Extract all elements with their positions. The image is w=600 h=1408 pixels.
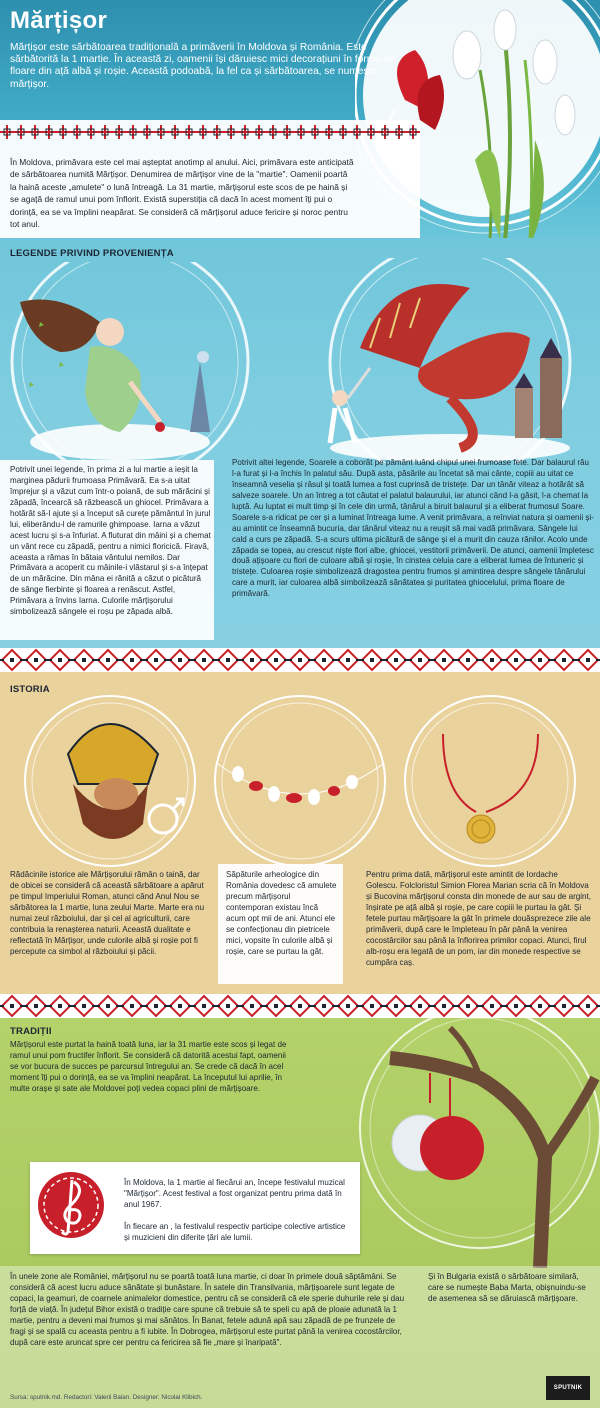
legend-right-text: Potrivit altei legende, Soarele a coborât pe pământ luând chipul unei frumoase fete. Dar balaurul rău l-a furat și l-a închis în palatul său. După asta, păsările au încetat să mai cânte, copiii au uitat ce înseamnă veselia și râsul și toată lumea a fost cuprinsă de tristețe. Dar un tânăr viteaz a hotărât să salveze soarele. Un an întreg a tot căutat el palatul balaurului, iar atunci când l-a găsit, l-a chemat la luptă. Au luptat ei mult timp și în cele din urmă, tânărul a biruit balaurul și a eliberat frumosul Soare. Soarele s-a ridicat pe cer și a luminat întreaga lume. A venit primăvara, a reînviat natura și oamenii și-au amintit ce înseamnă bucuria, dar tânărul viteaz nu a reușit să mai vadă primăvara. Sângele lui cald a curs pe zăpadă. S-a scurs ultima picătură de sânge și el a murit din cauza rănilor. Acolo unde zăpada se topea, au crescut niște flori albe, ghiocei, vestitorii primăverii. De atunci, oamenii împletesc două ațișoare cu flori de culoare albă și roșie, în cinstea celuia care a eliberat lumea de întuneric și tristețe. Culoarea roșie simbolizează dragostea pentru frumos și amintirea despre sângele tânărului care a murit, iar culoarea albă simbolizează sănătatea și puritatea ghiocelului, prima floare de primăvară.: [232, 458, 594, 599]
credits: Sursa: sputnik.md. Redactori: Valerii Balan. Designer: Nicolai Klibich.: [10, 1394, 203, 1401]
treble-clef-icon: [36, 1170, 106, 1240]
traditions-p1: Mărțișorul este purtat la haină toată luna, iar la 31 martie este scos și legat de ramul unui pom fructifer înflorit. Se consideră că datorită acestui fapt, oamenii se vor bucura de succes pe parcursul întregului an. Se crede că dacă în acel moment îți pui o dorință, ea se va împlini neapărat. La începutul lui aprilie, în multe orașe și sate ale Moldovei poți vedea copaci plini de mărțișoare.: [10, 1040, 287, 1093]
history-heading: ISTORIA: [10, 684, 50, 695]
festival-text-2: În fiecare an , la festivalul respectiv participe colective artistice și muzicieni din diferite țări ale lumii.: [124, 1222, 346, 1242]
dragon-legend-illustration: [300, 258, 600, 463]
history-col2: Săpăturile arheologice din România dovedesc că amulete precum mărțișorul contemporan existau încă acum opt mii de ani. Atunci ele se confecționau din pietricele mici, vopsite în culorile albă și roșie, care se purtau la gât.: [226, 870, 337, 956]
intro-text: În Moldova, primăvara este cel mai așteptat anotimp al anului. Aici, primăvara este anticipată de sărbătoarea numită Mărțișor. Denumirea de mărțișor vine de la "martie". Oamenii poartă la haină aceste „amulete" o lună întreagă. La 31 martie, mărțișorul este scos de pe haină și se agață de ramul unui pom înflorit. Există superstiția că dacă în acest moment îți pui o dorință, ea se va împlini neapărat. Se consideră că mărțișorul aduce fericire și noroc pentru tot anul.: [10, 157, 354, 230]
page-title: Mărțișor: [10, 7, 108, 34]
header-lead: Mărțișor este sărbătoarea tradițională a primăverii în Moldova și România. Este sărbătorită la 1 martie. În această zi, oamenii își dăruiesc mici decorațiuni în formă de floare din ață albă și roșie. Această podoabă, la fel ca și sărbătoarea, se numește mărțișor.: [10, 42, 396, 90]
legend-left-text: Potrivit unei legende, în prima zi a lui martie a ieșit la marginea pădurii frumoasa Primăvară. Ea s-a uitat împrejur și a văzut cum într-o poiană, de sub mărăcini și zăpadă, încearcă să răzbească un ghiocel. Primăvara a hotărât să-l ajute și a început să curețe pământul în jurul lui, eliberându-l de ramurile ghimpoase. Iarna a văzut acest lucru și s-a înfuriat. A fluturat din mâini și a chemat un vânt rece cu zăpadă, pentru a nimici floricică. Firavă, aceasta a rămas în bătaia vântului nemilos. Dar Primăvara a acoperit cu mâinile-i vlăstarul și s-a înțepat de un mărăcine. Din mâna ei rănită a căzut o picătură de sânge fierbinte și floarea a renăscut. Astfel, Primăvara a învins Iarna. Culorile mărțișorului simbolizează sângele ei roșu pe zăpada albă.: [10, 465, 211, 617]
beads-illustration: [208, 694, 393, 869]
sputnik-logo: [546, 1376, 590, 1400]
embroidery-band-2: [0, 994, 600, 1018]
traditions-heading: TRADIȚII: [10, 1026, 52, 1037]
tree-illustration: [330, 1018, 600, 1268]
sputnik-logo-text: SPUTNIK: [553, 1385, 583, 1391]
traditions-bottom-left: În unele zone ale României, mărțișorul nu se poartă toată luna martie, ci doar în primele două săptămâni. Se consideră că acest lucru aduce sănătate și bunăstare. În satele din Transilvania, mărțișoarele sunt legate de copaci, la geamuri, de coarnele animalelor domestice, pentru că se consideră că ele sperie duhurile rele și dau forță de viață. În județul Bihor există o tradiție care spune că trebuie să te speli cu apă de ploaie adunată la 1 martie, pentru a deveni mai frumos și mai sănătos. În Banat, fetele adună apă sau zăpadă de pe frunzele de fragi și se spală cu aceasta pentru a fi iubite. În Dobrogea, mărțișorul este purtat până la venirea cocostârcilor, după care este aruncat spre cer pentru ca fericirea să fie „mare și înaripată".: [10, 1272, 405, 1347]
spring-legend-illustration: [0, 262, 270, 462]
festival-text-1: În Moldova, la 1 martie al fiecărui an, începe festivalul muzical "Mărțișor". Acest festival a fost organizat pentru prima dată în anul 1967.: [124, 1178, 345, 1209]
embroidery-band-1: [0, 648, 600, 672]
embroidery-strip: [0, 125, 420, 139]
legends-heading: LEGENDE PRIVIND PROVENIENȚA: [10, 248, 174, 259]
history-col1: Rădăcinile istorice ale Mărțișorului rămân o taină, dar de obicei se consideră că această sărbătoare a apărut pe timpul Imperiului Roman, atunci când Anul Nou se sărbătorea la 1 martie, luna zeului Marte. Marte era nu numai zeul războiului, dar și cel al agriculturii, care contribuia la renașterea naturii. Această dualitate e reflectată în Mărțișor, unde culorile albă și roșie pot fi percepute ca simbol al războiului și păcii.: [10, 870, 205, 956]
traditions-bottom-right: Și în Bulgaria există o sărbătoare similară, care se numește Baba Marta, obișnuindu-se de asemenea să se dăruiască mărțișoare.: [428, 1272, 586, 1303]
coin-necklace-illustration: [398, 694, 583, 869]
mars-god-illustration: [18, 694, 203, 869]
history-col3: Pentru prima dată, mărțișorul este amintit de Iordache Golescu. Folcloristul Simion Florea Marian scria că în Moldova și Bucovina mărțișorul consta din monede de aur sau de argint, înșirate pe ață albă și roșie, pe care copiii le purtau la gât. Și fetele purtau mărțișoare la gât în primele douăsprezece zile ale primăverii, după care le împleteau în păr până la venirea cocostârcilor sau până la înflorirea primilor copaci. Atunci, firul alb-roșu era legată de un pom, iar din monede respective se cumpăra caș.: [366, 870, 591, 967]
